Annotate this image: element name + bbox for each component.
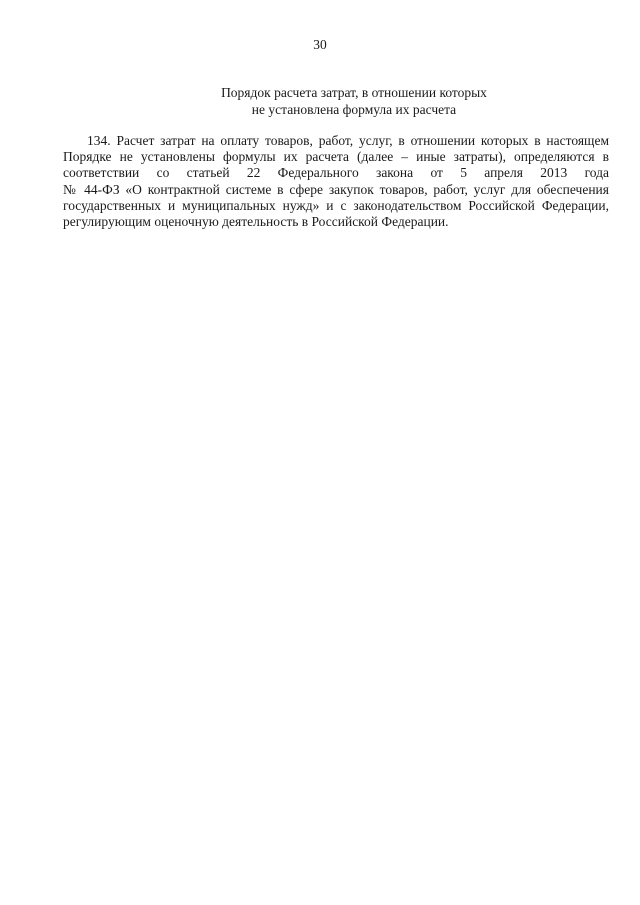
section-title-line: Порядок расчета затрат, в отношении которых [221, 85, 487, 100]
section-title-line: не установлена формула их расчета [251, 101, 457, 117]
page-number: 30 [313, 37, 327, 52]
paragraph-line: регулирующим оценочную деятельность в Российской Федерации. [63, 214, 449, 230]
paragraph-134 [63, 133, 609, 230]
section-title [180, 85, 528, 118]
paragraph-line: Порядке не установлены формулы их расчета (далее – иные затраты), определяются в [63, 149, 609, 165]
paragraph-line: 134. Расчет затрат на оплату товаров, работ, услуг, в отношении которых в настоящем [87, 133, 609, 148]
paragraph-line: государственных и муниципальных нужд» и с законодательством Российской Федерации, [63, 197, 609, 213]
paragraph-line: соответствии со статьей 22 Федерального закона от 5 апреля 2013 года [63, 165, 609, 181]
paragraph-line: № 44-ФЗ «О контрактной системе в сфере закупок товаров, работ, услуг для обеспечения [63, 181, 609, 197]
